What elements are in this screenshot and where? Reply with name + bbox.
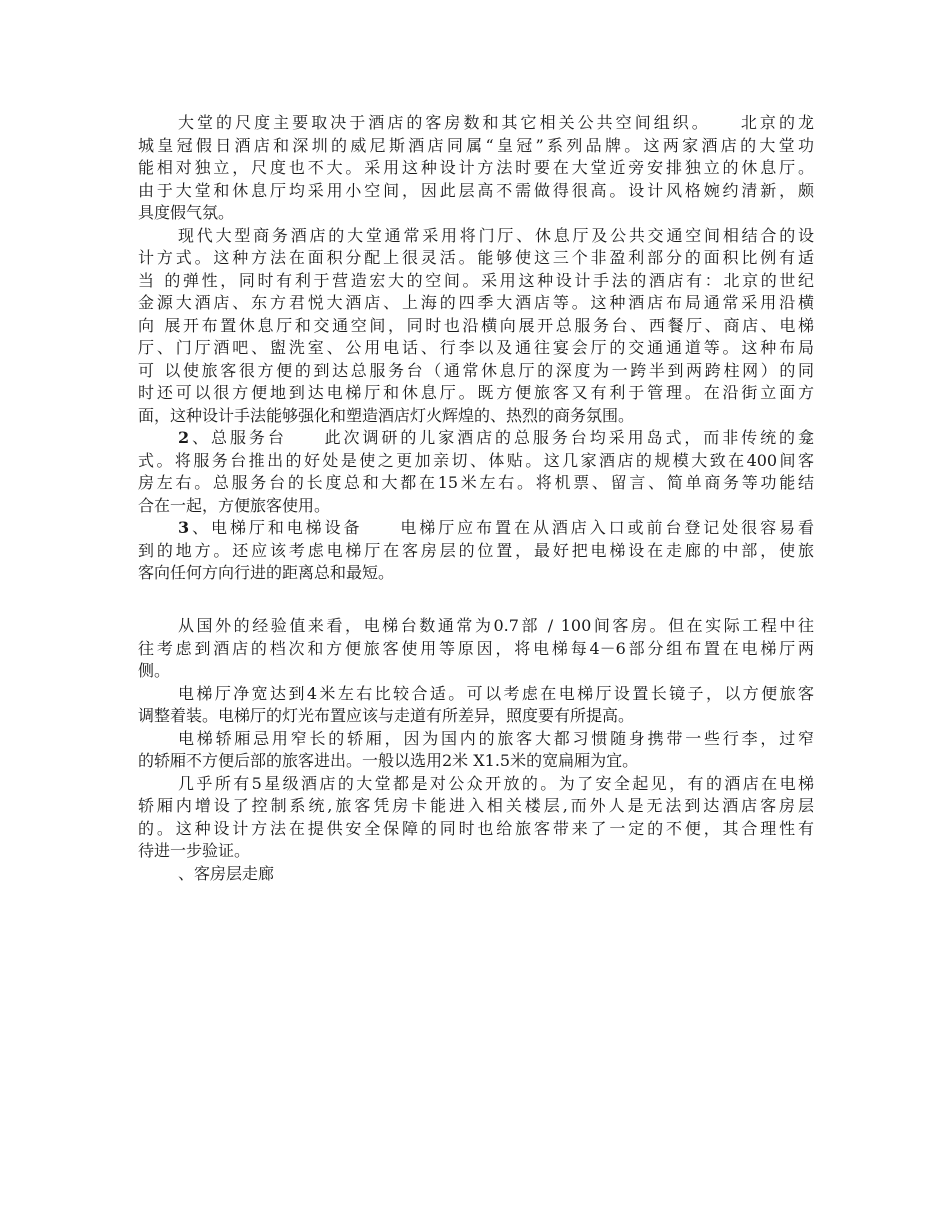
text-line: 金源大酒店、东方君悦大酒店、上海的四季大酒店等。这种酒店布局通常采用沿横 bbox=[138, 293, 814, 312]
section-heading-line bbox=[138, 517, 814, 540]
text-line: 向 展开布置休息厅和交通空间，同时也沿横向展开总服务台、西餐厅、商店、电梯 bbox=[138, 315, 814, 335]
text-line: 到的地方。还应该考虑电梯厅在客房层的位置，最好把电梯设在走廊的中部，使旅 bbox=[138, 540, 814, 560]
text-line: 侧。 bbox=[138, 661, 171, 680]
text-line: 能相对独立，尺度也不大。采用这种设计方法时要在大堂近旁安排独立的休息厅。 bbox=[138, 158, 814, 177]
paragraph-elevator-count bbox=[138, 615, 814, 683]
text-line: 式。将服务台推出的好处是使之更加亲切、体贴。这几家酒店的规模大致在400间客 bbox=[138, 450, 814, 470]
text-line: 合在一起，方便旅客使用。 bbox=[138, 495, 331, 515]
text-line: 调整着装。电梯厅的灯光布置应该与走道有所差异，照度要有所提高。 bbox=[138, 706, 635, 725]
paragraph-elevator-hall-width bbox=[138, 683, 814, 728]
text-line: 面，这种设计手法能够强化和塑造酒店灯火辉煌的、热烈的商务氛围。 bbox=[138, 405, 635, 425]
text-line: 计方式。这种方法在面积分配上很灵活。能够使这三个非盈利部分的面积比例有适 bbox=[138, 248, 814, 267]
paragraph-business-hotel-lobby bbox=[138, 225, 814, 428]
text-line: 可 以使旅客很方便的到达总服务台（通常休息厅的深度为一跨半到两跨柱网）的同 bbox=[138, 360, 814, 380]
text-line: 往考虑到酒店的档次和方便旅客使用等原因，将电梯每4－6部分组布置在电梯厅两 bbox=[138, 638, 814, 658]
section-heading-line bbox=[138, 427, 814, 450]
section-number: 3 bbox=[178, 518, 190, 537]
text-line: 的。这种设计方法在提供安全保障的同时也给旅客带来了一定的不便，其合理性有 bbox=[138, 818, 814, 838]
text-line: 现代大型商务酒店的大堂通常采用将门厅、休息厅及公共交通空间相结合的设 bbox=[178, 225, 814, 245]
text-line: 城皇冠假日酒店和深圳的威尼斯酒店同属“皇冠”系列品牌。这两家酒店的大堂功 bbox=[138, 135, 814, 155]
text-line: 大堂的尺度主要取决于酒店的客房数和其它相关公共空间组织。 北京的龙 bbox=[178, 113, 814, 132]
text-line: 具度假气氛。 bbox=[138, 203, 235, 222]
text-span: 、总服务台 此次调研的儿家酒店的总服务台均采用岛式，而非传统的龛 bbox=[189, 428, 814, 447]
document-body bbox=[138, 112, 814, 885]
text-line: 的轿厢不方便后部的旅客进出。一般以选用2米 X1.5米的宽扁厢为宜。 bbox=[138, 751, 639, 770]
text-line: 客向任何方向行进的距离总和最短。 bbox=[138, 563, 395, 582]
section-heading-line: 、客房层走廊 bbox=[178, 863, 275, 883]
text-line: 从国外的经验值来看，电梯台数通常为0.7部 / 100间客房。但在实际工程中往 bbox=[178, 616, 814, 635]
text-line: 当 的弹性，同时有利于营造宏大的空间。采用这种设计手法的酒店有：北京的世纪 bbox=[138, 270, 814, 290]
blank-line bbox=[138, 585, 814, 608]
section-number: 2 bbox=[178, 428, 190, 447]
text-line: 房左右。总服务台的长度总和大都在15米左右。将机票、留言、简单商务等功能结 bbox=[138, 473, 814, 492]
section-elevator-hall bbox=[138, 517, 814, 585]
paragraph-elevator-car bbox=[138, 728, 814, 773]
text-line: 几乎所有5星级酒店的大堂都是对公众开放的。为了安全起见，有的酒店在电梯 bbox=[178, 773, 814, 793]
spacer bbox=[138, 607, 814, 615]
paragraph-lobby-scale bbox=[138, 112, 814, 225]
text-line: 轿厢内增设了控制系统,旅客凭房卡能进入相关楼层,而外人是无法到达酒店客房层 bbox=[138, 796, 814, 815]
text-line: 由于大堂和休息厅均采用小空间，因此层高不需做得很高。设计风格婉约清新，颇 bbox=[138, 180, 814, 200]
text-line: 电梯轿厢忌用窄长的轿厢，因为国内的旅客大都习惯随身携带一些行李，过窄 bbox=[178, 728, 814, 748]
paragraph-lobby-security bbox=[138, 773, 814, 863]
text-line: 电梯厅净宽达到4米左右比较合适。可以考虑在电梯厅设置长镜子，以方便旅客 bbox=[178, 683, 814, 703]
text-line: 时还可以很方便地到达电梯厅和休息厅。既方便旅客又有利于管理。在沿街立面方 bbox=[138, 383, 814, 402]
text-span: 、电梯厅和电梯设备 电梯厅应布置在从酒店入口或前台登记处很容易看 bbox=[189, 518, 814, 537]
section-front-desk bbox=[138, 427, 814, 517]
section-guest-floor-corridor bbox=[138, 863, 814, 886]
text-line: 待进一步验证。 bbox=[138, 841, 251, 860]
text-line: 厅、门厅酒吧、盥洗室、公用电话、行李以及通往宴会厅的交通通道等。这种布局 bbox=[138, 338, 814, 357]
